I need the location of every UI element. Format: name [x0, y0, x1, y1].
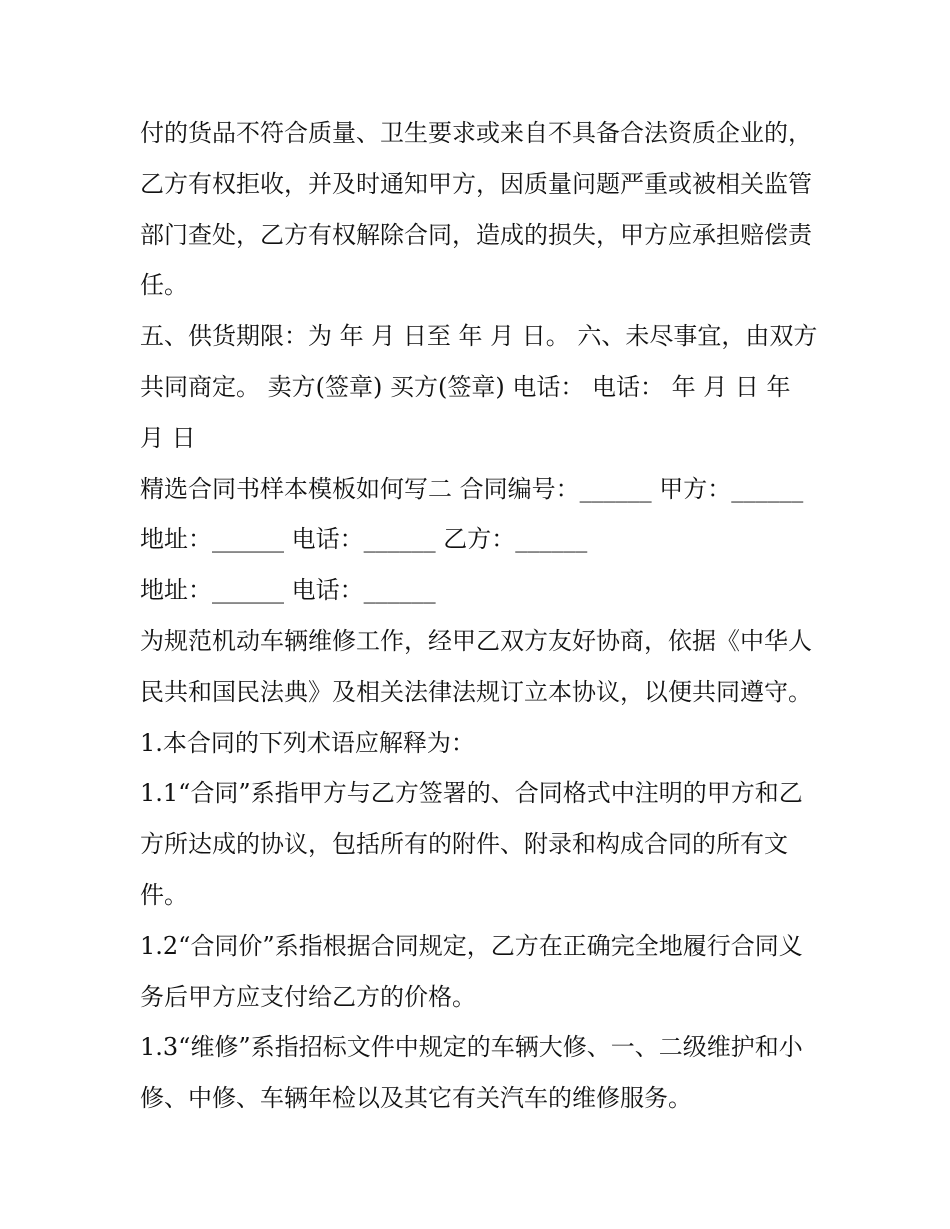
paragraph-party-b-address: 地址：______ 电话：______ [140, 576, 436, 605]
document-page [140, 108, 820, 1124]
paragraph-contract-header: 精选合同书样本模板如何写二 合同编号：______ 甲方：______ 地址：______ 电话：______ 乙方：______ [140, 474, 811, 554]
paragraph-term-repair: 1.3“维修”系指招标文件中规定的车辆大修、一、二级维护和小修、中修、车辆年检以及其它有关汽车的维修服务。 [140, 1033, 803, 1113]
paragraph-quality-liability: 付的货品不符合质量、卫生要求或来自不具备合法资质企业的，乙方有权拒收，并及时通知甲方，因质量问题严重或被相关监管部门查处，乙方有权解除合同，造成的损失，甲方应承担赔偿责任。 [140, 119, 812, 300]
paragraph-term-contract-price: 1.2“合同价”系指根据合同规定，乙方在正确完全地履行合同义务后甲方应支付给乙方的价格。 [140, 931, 803, 1011]
paragraph-preamble: 为规范机动车辆维修工作，经甲乙双方友好协商，依据《中华人民共和国民法典》及相关法律法规订立本协议，以便共同遵守。 1.本合同的下列术语应解释为： [140, 626, 820, 757]
paragraph-term-contract: 1.1“合同”系指甲方与乙方签署的、合同格式中注明的甲方和乙方所达成的协议，包括所有的附件、附录和构成合同的所有文件。 [140, 779, 803, 909]
paragraph-supply-period: 五、供货期限：为 年 月 日至 年 月 日。 六、未尽事宜，由双方共同商定。 卖方(签章) 买方(签章) 电话： 电话： 年 月 日 年 月 日 [140, 322, 818, 452]
